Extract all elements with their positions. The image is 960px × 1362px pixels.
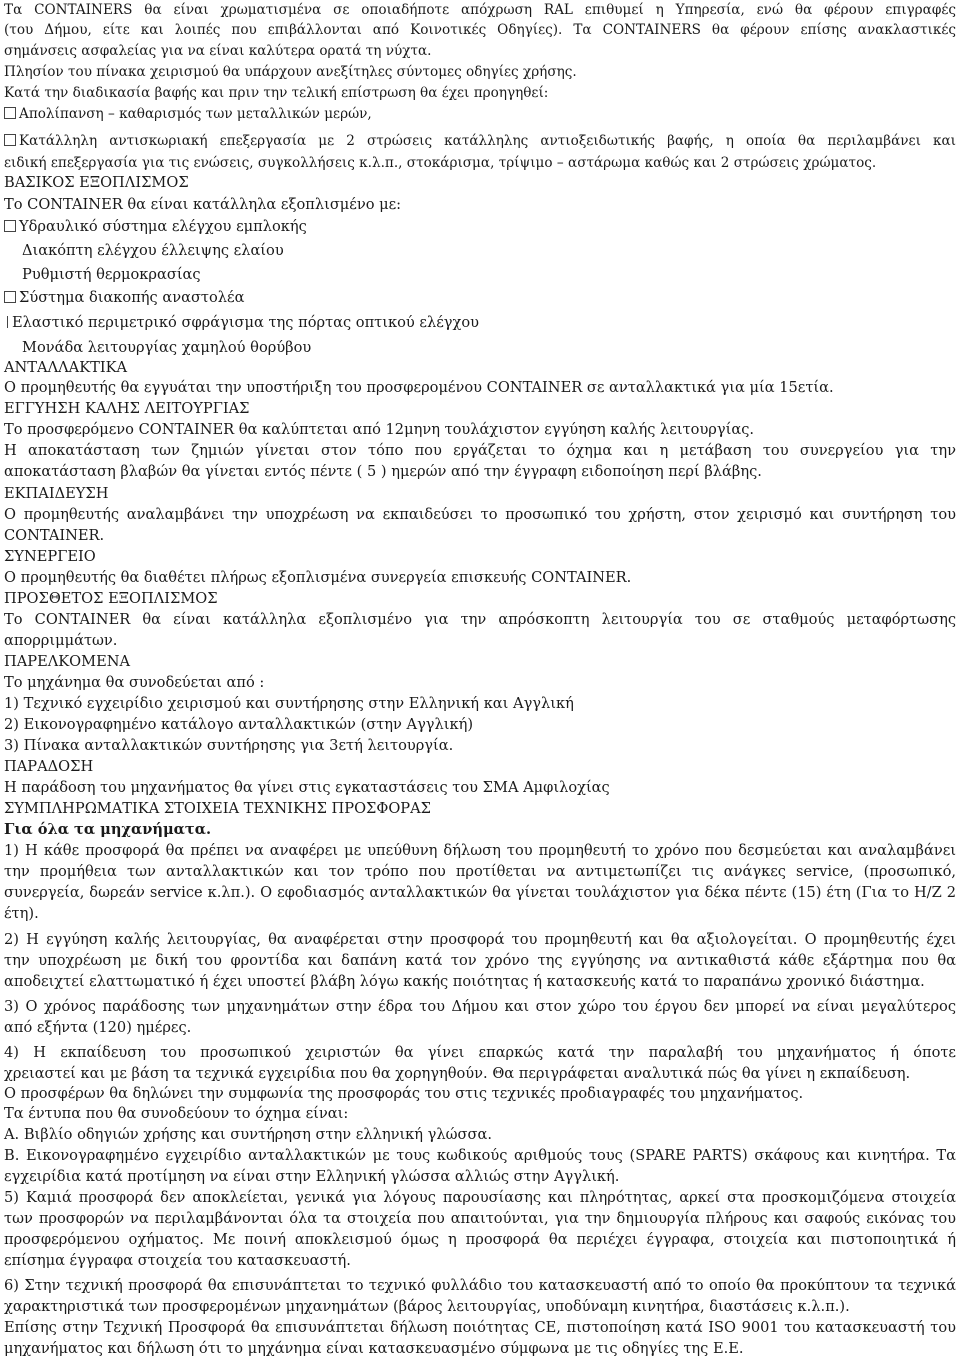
text-line: προσφερόμενου οχήματος. Με ποινή αποκλεισμού όμως η προσφορά θα περιέχει έγγραφα, στοιχεία και πιστοποιητικά ή (4, 1231, 956, 1248)
text-line: από εξήντα (120) ημέρες. (4, 1019, 192, 1036)
bullet-text: Κατάλληλη αντισκωριακή επεξεργασία με 2 στρώσεις κατάλληλης αντιοξειδωτικής βαφής, η οποία θα περιλαμβάνει και (19, 133, 956, 149)
bullet-item (4, 131, 956, 151)
checkbox-bullet-icon (4, 107, 16, 119)
checkbox-bullet-icon (4, 134, 16, 146)
text-line: CONTAINER. (4, 527, 105, 544)
section-heading: ΠΡΟΣΘΕΤΟΣ ΕΞΟΠΛΙΣΜΟΣ (4, 590, 218, 607)
section-heading: ΑΝΤΑΛΛΑΚΤΙΚΑ (4, 359, 128, 376)
text-line: αποκατάσταση βλαβών θα γίνεται εντός πέντε ( 5 ) ημερών από την έγγραφη ειδοποίηση περί βλάβης. (4, 463, 762, 480)
section-heading: ΣΥΝΕΡΓΕΙΟ (4, 548, 96, 565)
text-line: χρειαστεί και με βάση τα τεχνικά εγχειρίδια που θα χορηγηθούν. Θα περιγράφεται αναλυτικά πώς θα γίνει η εκπαίδευση. (4, 1065, 911, 1082)
text-line: Ο προμηθευτής θα εγγυάται την υποστήριξη του προσφερομένου CONTAINER σε ανταλλακτικά για μία 15ετία. (4, 379, 834, 396)
equipment-item (4, 217, 307, 237)
text-line: την υποχρέωση με δική του φροντίδα και δαπάνη κατά τον χρόνο της εγγύησης να αντικαθιστά κάθε εξάρτημα που θα (4, 952, 956, 969)
checkbox-bullet-icon (4, 291, 16, 303)
section-heading: ΒΑΣΙΚΟΣ ΕΞΟΠΛΙΣΜΟΣ (4, 174, 189, 191)
section-heading: ΕΓΓΥΗΣΗ ΚΑΛΗΣ ΛΕΙΤΟΥΡΓΙΑΣ (4, 400, 250, 417)
bullet-item (4, 104, 372, 124)
equipment-item (4, 338, 311, 358)
text-line: σημάνσεις ασφαλείας για να είναι καλύτερα ορατά τη νύχτα. (4, 43, 432, 59)
text-line: επίσημα έγγραφα στοιχεία του κατασκευαστή. (4, 1252, 351, 1269)
equipment-item (4, 288, 244, 308)
list-item: 2) Εικονογραφημένο κατάλογο ανταλλακτικών (στην Αγγλική) (4, 716, 474, 733)
text-line: μηχανήματος και δήλωση ότι το μηχάνημα είναι κατασκευασμένο σύμφωνα με τις οδηγίες της Ε.Ε. (4, 1340, 744, 1357)
text-line: Α. Βιβλίο οδηγιών χρήσης και συντήρηση στην ελληνική γλώσσα. (4, 1126, 492, 1143)
text-line: χαρακτηριστικά των προσφερομένων μηχανημάτων (βάρος λειτουργίας, υποδύναμη κινητήρα, διαστάσεις κ.λ.π.). (4, 1298, 850, 1315)
text-line: (του Δήμου, είτε και λοιπές που επιβάλλονται από Κοινοτικές Οδηγίες). Τα CONTAINERS θα φέρουν επίσης ανακλαστικές (4, 22, 956, 38)
text-line: συνεργεία, δωρεάν service κ.λπ.). Ο εφοδιασμός ανταλλακτικών θα γίνεται τουλάχιστον για δέκα πέντε (15) έτη (Για το Η/Ζ 2 (4, 884, 956, 901)
equipment-text: Σύστημα διακοπής αναστολέα (19, 289, 245, 306)
checkbox-bullet-icon (4, 220, 16, 232)
text-line: Το CONTAINER θα είναι κατάλληλα εξοπλισμένο για την απρόσκοπτη λειτουργία του σε σταθμούς μεταφόρτωσης (4, 611, 956, 628)
list-item: 1) Τεχνικό εγχειρίδιο χειρισμού και συντήρησης στην Ελληνική και Αγγλική (4, 695, 574, 712)
text-line: Το CONTAINER θα είναι κατάλληλα εξοπλισμένο με: (4, 196, 402, 213)
text-line: 1) Η κάθε προσφορά θα πρέπει να αναφέρει με υπεύθυνη δήλωση του προμηθευτή το χρόνο που δεσμεύεται και αναλαμβάνει (4, 842, 956, 859)
text-line: 2) Η εγγύηση καλής λειτουργίας, θα αναφέρεται στην προσφορά του προμηθευτή και θα αξιολογείται. Ο προμηθευτής έχει (4, 931, 956, 948)
text-line: Ο προμηθευτής θα διαθέτει πλήρως εξοπλισμένα συνεργεία επισκευής CONTAINER. (4, 569, 632, 586)
text-line: Τα CONTAINERS θα είναι χρωματισμένα σε οποιαδήποτε απόχρωση RAL επιθυμεί η Υπηρεσία, ενώ θα φέρουν επιγραφές (4, 2, 956, 18)
text-line: απορριμμάτων. (4, 632, 118, 649)
text-line: Η αποκατάσταση των ζημιών γίνεται στον τόπο που εργάζεται το όχημα και η μετάβαση του συνεργείου για την (4, 442, 956, 459)
text-line: Το προσφερόμενο CONTAINER θα καλύπτεται από 12μηνη τουλάχιστον εγγύηση καλής λειτουργίας. (4, 421, 755, 438)
equipment-item (4, 313, 479, 333)
section-heading: ΕΚΠΑΙΔΕΥΣΗ (4, 485, 109, 502)
list-item: 3) Πίνακα ανταλλακτικών συντήρησης για 3ετή λειτουργία. (4, 737, 454, 754)
text-line: Ο προσφέρων θα δηλώνει την συμφωνία της προσφοράς του στις τεχνικές προδιαγραφές του μηχανήματος. (4, 1085, 804, 1102)
text-line: ειδική επεξεργασία για τις ενώσεις, συγκολλήσεις κ.λ.π., στοκάρισμα, τρίψιμο – αστάρωμα καθώς και 2 στρώσεις χρώματος. (4, 155, 877, 171)
text-line: Ο προμηθευτής αναλαμβάνει την υποχρέωση να εκπαιδεύσει το προσωπικό του χρήστη, στον χειρισμό και συντήρηση του (4, 506, 956, 523)
text-line: 3) Ο χρόνος παράδοσης των μηχανημάτων στην έδρα του Δήμου και στον χώρο του έργου δεν μπορεί να είναι μεγαλύτερος (4, 998, 956, 1015)
equipment-text: Ρυθμιστή θερμοκρασίας (22, 266, 201, 283)
equipment-item (4, 241, 284, 261)
text-line: Επίσης στην Τεχνική Προσφορά θα επισυνάπτεται δήλωση ποιότητας CE, πιστοποίηση κατά ISO 9001 του κατασκευαστή του (4, 1319, 956, 1336)
bullet-text: Απολίπανση – καθαρισμός των μεταλλικών μερών, (19, 106, 372, 122)
text-line: 5) Καμιά προσφορά δεν αποκλείεται, γενικά για λόγους παρουσίασης και πληρότητας, αρκεί στα προσκομιζόμενα στοιχεία (4, 1189, 956, 1206)
section-heading: ΣΥΜΠΛΗΡΩΜΑΤΙΚΑ ΣΤΟΙΧΕΙΑ ΤΕΧΝΙΚΗΣ ΠΡΟΣΦΟΡΑΣ (4, 800, 431, 817)
equipment-item (4, 265, 201, 285)
equipment-text: Μονάδα λειτουργίας χαμηλού θορύβου (22, 339, 312, 356)
bar-bullet-icon (7, 316, 8, 328)
subheading: Για όλα τα μηχανήματα. (4, 821, 212, 838)
text-line: Κατά την διαδικασία βαφής και πριν την τελική επίστρωση θα έχει προηγηθεί: (4, 85, 549, 101)
text-line: Το μηχάνημα θα συνοδεύεται από : (4, 674, 265, 691)
section-heading: ΠΑΡΑΔΟΣΗ (4, 758, 94, 775)
text-line: 6) Στην τεχνική προσφορά θα επισυνάπτεται το τεχνικό φυλλάδιο του κατασκευαστή από το οποίο θα προκύπτουν τα τεχνικά (4, 1277, 956, 1294)
text-line: Η παράδοση του μηχανήματος θα γίνει στις εγκαταστάσεις του ΣΜΑ Αμφιλοχίας (4, 779, 610, 796)
text-line: Πλησίον του πίνακα χειρισμού θα υπάρχουν ανεξίτηλες σύντομες οδηγίες χρήσης. (4, 64, 577, 80)
text-line: Β. Εικονογραφημένο εγχειρίδιο ανταλλακτικών με τους κωδικούς αριθμούς τους (SPARE PARTS) σκάφους και κινητήρα. Τα (4, 1147, 956, 1164)
equipment-text: Διακόπτη ελέγχου έλλειψης ελαίου (22, 242, 284, 259)
text-line: την προμήθεια των ανταλλακτικών και τον τρόπο που προτίθεται να αντιμετωπίζει τις ανάγκες service, (προσωπικό, (4, 863, 956, 880)
equipment-text: Ελαστικό περιμετρικό σφράγισμα της πόρτας οπτικού ελέγχου (12, 314, 479, 331)
section-heading: ΠΑΡΕΛΚΟΜΕΝΑ (4, 653, 131, 670)
text-line: Τα έντυπα που θα συνοδεύουν το όχημα είναι: (4, 1105, 349, 1122)
text-line: έτη). (4, 905, 39, 922)
text-line: αποδειχτεί ελαττωματικό ή έχει υποστεί βλάβη λόγω κακής ποιότητας ή κατασκευής κατά το παραπάνω χρονικό διάστημα. (4, 973, 925, 990)
text-line: 4) Η εκπαίδευση του προσωπικού χειριστών θα γίνει επαρκώς κατά την παραλαβή του μηχανήματος ή όποτε (4, 1044, 956, 1061)
text-line: εγχειρίδια κατά προτίμηση να είναι στην Ελληνική γλώσσα αλλιώς στην Αγγλική. (4, 1168, 620, 1185)
equipment-text: Υδραυλικό σύστημα ελέγχου εμπλοκής (19, 218, 307, 235)
text-line: των προσφορών να περιλαμβάνονται όλα τα στοιχεία που απαιτούνται, για την δημιουργία πλήρους και σαφούς εικόνας του (4, 1210, 956, 1227)
